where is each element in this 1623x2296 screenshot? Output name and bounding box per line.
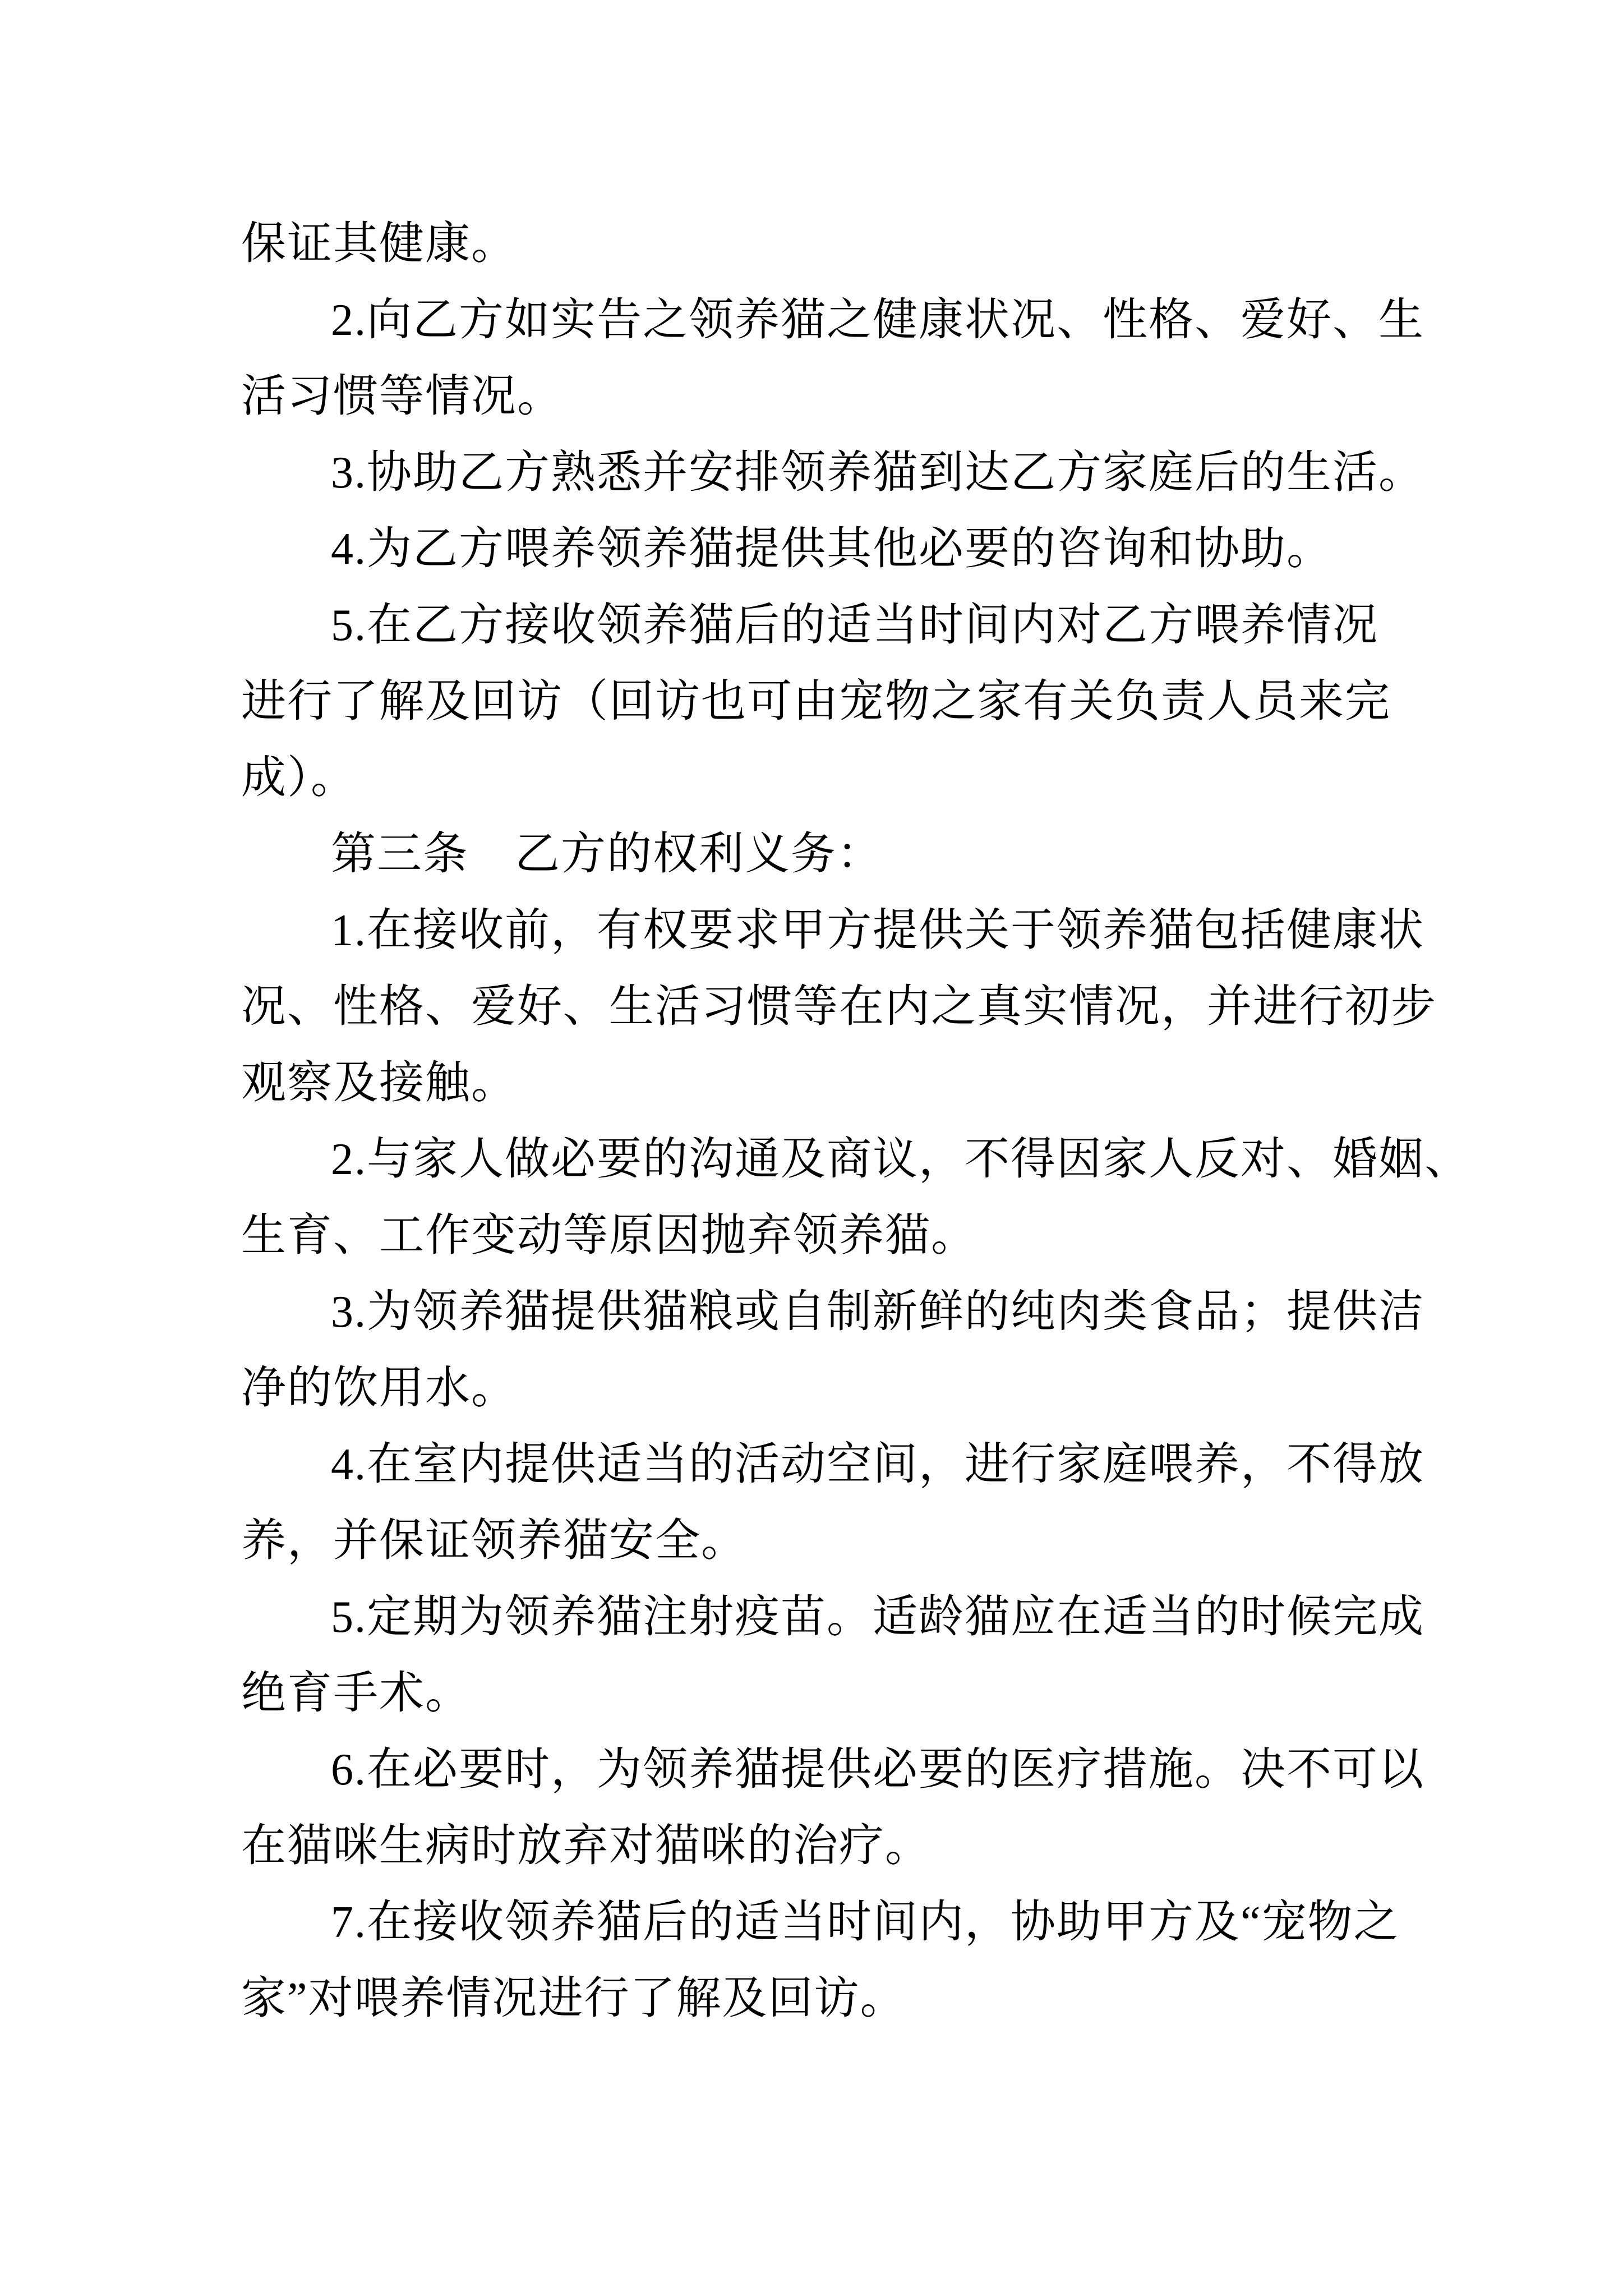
text-line: 成）。 [241, 753, 357, 803]
text-line: 1.在接收前，有权要求甲方提供关于领养猫包括健康状 [331, 906, 1424, 955]
text-line: 养，并保证领养猫安全。 [241, 1516, 747, 1566]
text-line: 4.为乙方喂养领养猫提供其他必要的咨询和协助。 [331, 524, 1332, 574]
text-line: 保证其健康。 [241, 219, 517, 269]
text-line: 4.在室内提供适当的活动空间，进行家庭喂养，不得放 [331, 1440, 1424, 1489]
text-line: 7.在接收领养猫后的适当时间内，协助甲方及“宠物之 [331, 1898, 1400, 1947]
text-line: 进行了解及回访（回访也可由宠物之家有关负责人员来完 [241, 677, 1391, 726]
text-line: 活习惯等情况。 [241, 372, 563, 421]
text-line: 2.与家人做必要的沟通及商议，不得因家人反对、婚姻、 [331, 1135, 1470, 1184]
text-line: 绝育手术。 [241, 1669, 471, 1718]
text-line: 生育、工作变动等原因抛弃领养猫。 [241, 1211, 977, 1260]
text-line: 观察及接触。 [241, 1059, 517, 1108]
document-content [241, 206, 1470, 2037]
text-line: 在猫咪生病时放弃对猫咪的治疗。 [241, 1821, 931, 1871]
text-line: 2.向乙方如实告之领养猫之健康状况、性格、爱好、生 [331, 296, 1424, 345]
section-heading-line: 第三条 乙方的权利义务： [331, 830, 883, 879]
text-line: 6.在必要时，为领养猫提供必要的医疗措施。决不可以 [331, 1745, 1424, 1795]
text-line: 家”对喂养情况进行了解及回访。 [241, 1974, 906, 2023]
text-line: 3.为领养猫提供猫粮或自制新鲜的纯肉类食品；提供洁 [331, 1287, 1424, 1337]
text-line: 5.在乙方接收领养猫后的适当时间内对乙方喂养情况 [331, 601, 1378, 650]
text-line: 3.协助乙方熟悉并安排领养猫到达乙方家庭后的生活。 [331, 448, 1424, 498]
text-line: 5.定期为领养猫注射疫苗。适龄猫应在适当的时候完成 [331, 1593, 1424, 1642]
text-line: 况、性格、爱好、生活习惯等在内之真实情况，并进行初步 [241, 982, 1437, 1032]
text-line: 净的饮用水。 [241, 1364, 517, 1413]
